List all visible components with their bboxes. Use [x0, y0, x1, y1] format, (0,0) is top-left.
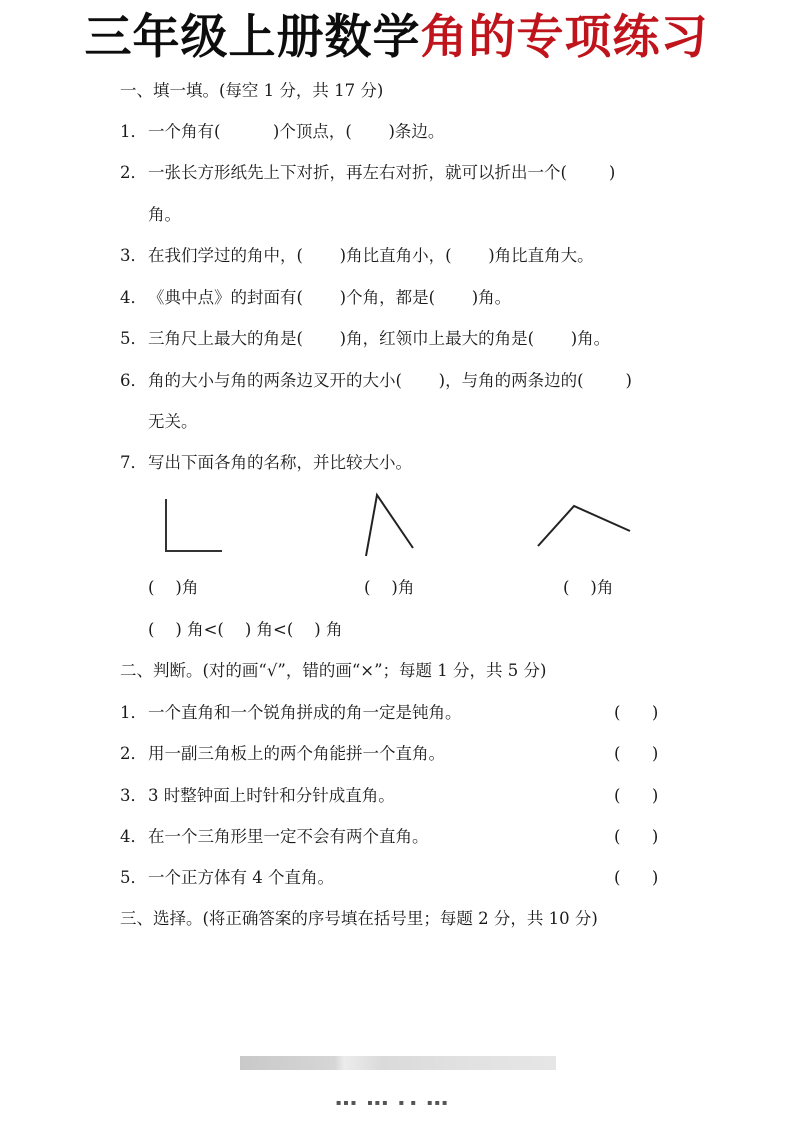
section2-heading: 二、判断。(对的画“√”，错的画“×”；每题 1 分，共 5 分) — [120, 661, 547, 680]
section1-question-2 — [120, 162, 615, 184]
question-number: 5． — [120, 329, 147, 348]
angle-label-2: ( )角 — [364, 578, 415, 597]
section1-question-6 — [120, 370, 632, 392]
right-angle-figure — [160, 495, 230, 560]
question-number: 7． — [120, 453, 147, 472]
answer-blank: ( ) — [614, 827, 659, 846]
question-number: 2． — [120, 744, 147, 763]
question-number: 2． — [120, 163, 147, 182]
section1-question-6-continued: 无关。 — [148, 412, 198, 431]
section1-question-3 — [120, 245, 594, 267]
question-text: 用一副三角板上的两个角能拼一个直角。 — [148, 744, 445, 763]
answer-blank: ( ) — [614, 703, 659, 722]
question-text: 在我们学过的角中，( )角比直角小，( )角比直角大。 — [148, 246, 594, 265]
question-text: 《典中点》的封面有( )个角，都是( )角。 — [148, 288, 512, 307]
section2-question-1 — [120, 702, 462, 724]
question-number: 5． — [120, 868, 147, 887]
angle-label-3: ( )角 — [563, 578, 614, 597]
title-red-part: 角的专项练习 — [420, 10, 709, 65]
section3-heading: 三、选择。(将正确答案的序号填在括号里；每题 2 分，共 10 分) — [120, 909, 598, 928]
question-text: 一个正方体有 4 个直角。 — [148, 868, 334, 887]
title-black-part: 三年级上册数学 — [84, 10, 421, 65]
question-number: 3． — [120, 786, 147, 805]
obtuse-angle-figure — [530, 498, 640, 553]
question-text: 写出下面各角的名称，并比较大小。 — [148, 453, 412, 472]
section1-question-7 — [120, 452, 412, 474]
question-number: 3． — [120, 246, 147, 265]
section1-question-1 — [120, 121, 444, 143]
section1-question-5 — [120, 328, 610, 350]
blurred-footer-text: ▪▪▪ ▪▪▪ ▪ ▪ ▪▪▪ — [336, 1098, 450, 1107]
question-text: 角的大小与角的两条边叉开的大小( )，与角的两条边的( ) — [148, 371, 632, 390]
question-text: 一个直角和一个锐角拼成的角一定是钝角。 — [148, 703, 462, 722]
question-text: 在一个三角形里一定不会有两个直角。 — [148, 827, 429, 846]
question-number: 1． — [120, 703, 147, 722]
section2-question-3 — [120, 785, 395, 807]
answer-blank: ( ) — [614, 786, 659, 805]
section2-question-5 — [120, 867, 334, 889]
question-text: 3 时整钟面上时针和分针成直角。 — [148, 786, 395, 805]
question-number: 1． — [120, 122, 147, 141]
section1-question-4 — [120, 287, 511, 309]
section1-question-2-continued: 角。 — [148, 205, 181, 224]
section2-question-4 — [120, 826, 429, 848]
answer-blank: ( ) — [614, 744, 659, 763]
question-text: 一个角有( )个顶点，( )条边。 — [148, 122, 445, 141]
question-text: 三角尺上最大的角是( )角，红领巾上最大的角是( )角。 — [148, 329, 611, 348]
angle-label-1: ( )角 — [148, 578, 199, 597]
blurred-footer-bar — [240, 1056, 556, 1070]
question-number: 4． — [120, 288, 147, 307]
section1-heading: 一、填一填。(每空 1 分，共 17 分) — [120, 81, 384, 100]
question-number: 6． — [120, 371, 147, 390]
section2-question-2 — [120, 743, 445, 765]
page-title — [0, 8, 793, 68]
angle-comparison: ( ) 角<( ) 角<( ) 角 — [148, 620, 343, 639]
answer-blank: ( ) — [614, 868, 659, 887]
acute-angle-figure — [360, 490, 420, 560]
question-number: 4． — [120, 827, 147, 846]
question-text: 一张长方形纸先上下对折，再左右对折，就可以折出一个( ) — [148, 163, 616, 182]
